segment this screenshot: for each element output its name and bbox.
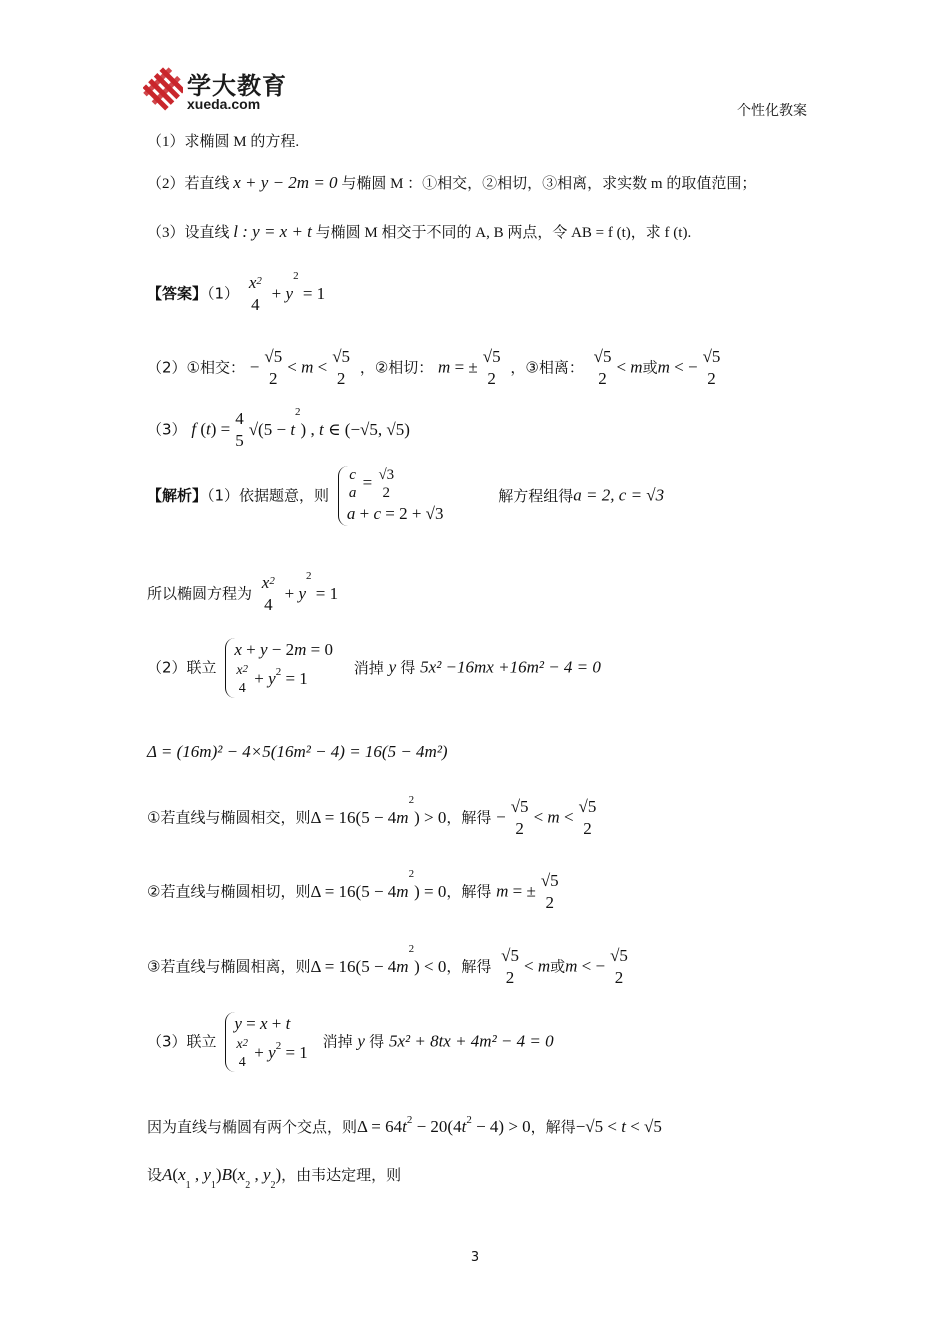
xueda-logo: [143, 64, 313, 120]
equation-system: c a = √3 2 a + c = 2 + √3: [338, 466, 450, 526]
case-apart: ③若直线与椭圆相离，则$\Delta = 16(5 - 4m^2) < 0$，解得 √5 2 < m或m < − √5 2: [147, 943, 628, 987]
answer-3: （3） f (t) = 4 5 $√(5 - t^2)$ , t ∈ (−√5, √5): [147, 406, 410, 450]
page-number: 3: [470, 1250, 480, 1265]
question-2: （2）若直线 x + y − 2m = 0 与椭圆 M ：①相交，②相切，③相离，求实数 m 的取值范围；: [147, 173, 757, 192]
answer-1: 【答案】（1） $x^2$ 4 + $y^2 = 1$: [147, 270, 326, 314]
delta-line: Δ = (16m)² − 4×5(16m² − 4) = 16(5 − 4m²): [147, 742, 448, 761]
ellipse-equation: 所以椭圆方程为 $x^2$ 4 + $y^2 = 1$: [147, 570, 339, 614]
fraction: $x^2$ 4: [248, 273, 262, 314]
logo-url: xueda.com: [187, 96, 261, 112]
two-points: 因为直线与椭圆有两个交点，则$\Delta = 64t^2 - 20(4t^2 - 4) > 0$，解得−√5 < t < √5: [147, 1114, 662, 1136]
logo-title: 学大教育: [187, 72, 287, 100]
case-tangent: ②若直线与椭圆相切，则$\Delta = 16(5 - 4m^2) = 0$，解得 m = ± √5 2: [147, 868, 559, 912]
analysis-3: （3）联立 y = x + t $x^2$ 4 + $y^2 = 1$ 消掉 y 得 5x² + 8tx + 4m² − 4 = 0: [147, 1014, 554, 1070]
vieta: 设$A(x_1$ , $y_1)B(x_2$ , $y_2$)，由韦达定理，则: [147, 1165, 402, 1191]
question-3: （3）设直线 l : y = x + t 与椭圆 M 相交于不同的 A, B 两点，令 AB = f (t)，求 f (t).: [147, 222, 692, 241]
equation-system: x + y − 2m = 0 $x^2$ 4 + $y^2 = 1$: [225, 638, 339, 698]
answer-2: （2）①相交： − √5 2 < m < √5 2 ，②相切： m = ± √5 2 ，③相离： √5 2 < m或m < − √5 2: [147, 347, 721, 388]
question-1: （1）求椭圆 M 的方程.: [147, 134, 300, 150]
analysis-2: （2）联立 x + y − 2m = 0 $x^2$ 4 + $y^2 = 1$ 消掉 y 得 5x² −16mx +16m² − 4 = 0: [147, 640, 601, 696]
header-label: 个性化教案: [737, 103, 807, 119]
equation-system: y = x + t $x^2$ 4 + $y^2 = 1$: [225, 1012, 313, 1072]
analysis-1: 【解析】（1）依据题意，则 c a = √3 2 a + c = 2 + √3 解方程组得a = 2, c = √3: [147, 466, 664, 526]
logo-mark-icon: [143, 66, 183, 114]
case-intersect: ①若直线与椭圆相交，则$\Delta = 16(5 - 4m^2) > 0$，解得 − √5 2 < m < √5 2: [147, 794, 597, 838]
